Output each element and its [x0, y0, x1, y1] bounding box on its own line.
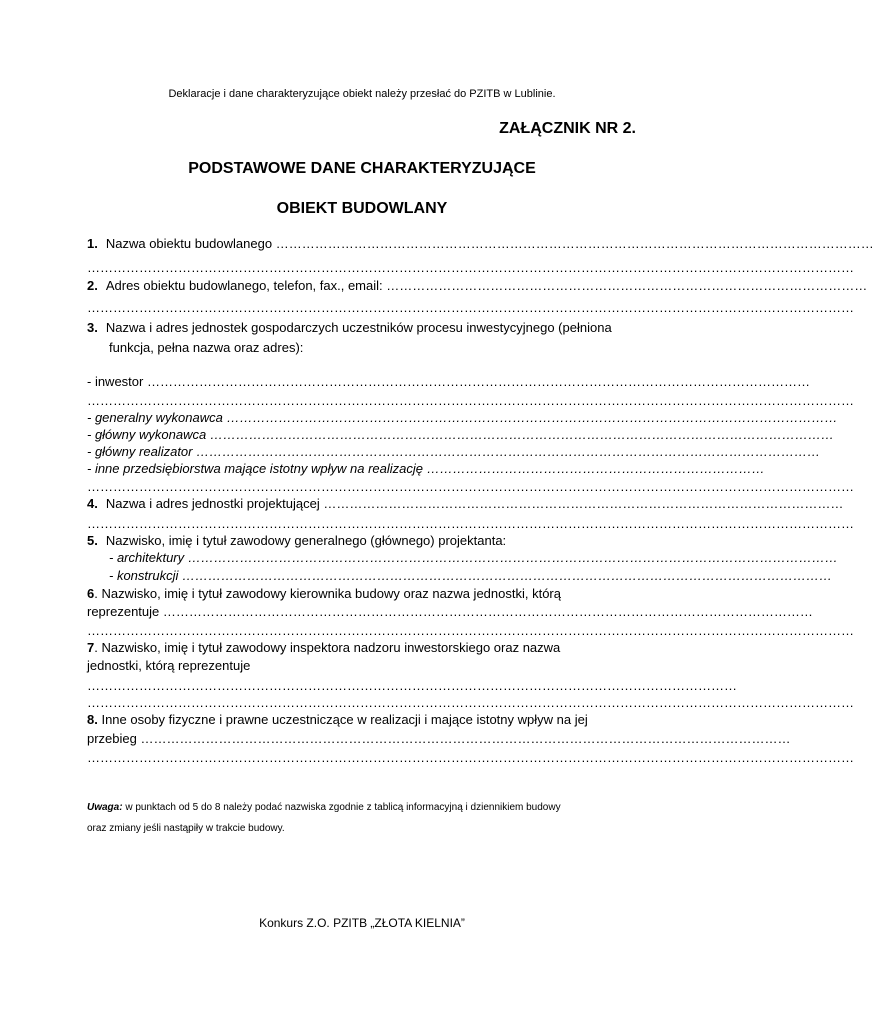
- investor-label: - inwestor: [87, 374, 144, 389]
- note-text2: oraz zmiany jeśli nastąpiły w trakcie budowy.: [87, 823, 285, 834]
- item-6-label: . Nazwisko, imię i tytuł zawodowy kierownika budowy oraz nazwa jednostki, którą: [94, 586, 561, 601]
- item-8-label2: przebieg: [87, 731, 137, 746]
- note-label: Uwaga:: [87, 802, 123, 813]
- item-6-line: [87, 586, 638, 602]
- fill-dots: ………………………………………………………………………………………………………………………………: [209, 427, 834, 442]
- construction-label: - konstrukcji: [109, 568, 179, 583]
- main-contractor-line[interactable]: [87, 427, 834, 443]
- fill-dots: ……………………………………………………………………………………………………………………………………………………………: [87, 260, 854, 275]
- other-companies-line[interactable]: [87, 461, 765, 477]
- fill-dots: ……………………………………………………………………………………………………………………………………: [187, 550, 838, 565]
- construction-line[interactable]: [109, 568, 832, 584]
- fill-dots: ………………………………………………………………………………………………………………………………………: [146, 374, 810, 389]
- fill-dots: …………………………………………………………………………………………………………………………: [275, 236, 874, 251]
- fill-dots: ……………………………………………………………………………………………………………………………………………………………: [87, 516, 854, 531]
- item-5-line: [87, 533, 638, 549]
- item-1-label: Nazwa obiektu budowlanego: [105, 236, 273, 251]
- annex-title: ZAŁĄCZNIK NR 2.: [499, 120, 636, 137]
- blank-line[interactable]: [87, 516, 854, 532]
- item-7-label: . Nazwisko, imię i tytuł zawodowy inspektora nadzoru inwestorskiego oraz nazwa: [94, 640, 561, 655]
- note-line1: [87, 802, 561, 814]
- item-3-line: [87, 320, 638, 336]
- general-contractor-line[interactable]: [87, 410, 838, 426]
- fill-dots: ……………………………………………………………………………………………………………………………………………………………: [87, 300, 854, 315]
- item-1-number: 1.: [87, 236, 98, 251]
- fill-dots: ……………………………………………………………………………………………………………………………………: [181, 568, 832, 583]
- main-contractor-label: - główny wykonawca: [87, 427, 207, 442]
- item-7-line2: jednostki, którą reprezentuje: [87, 658, 251, 673]
- fill-dots: ……………………………………………………………………………………………………………………………………: [162, 604, 813, 619]
- item-5-label: Nazwisko, imię i tytuł zawodowy generalnego (głównego) projektanta:: [105, 533, 507, 548]
- item-8-line2[interactable]: [87, 731, 791, 747]
- item-6-label2: reprezentuje: [87, 604, 160, 619]
- blank-line[interactable]: [87, 260, 854, 276]
- fill-dots: …………………………………………………………………………………………………: [386, 278, 868, 293]
- note-text1: w punktach od 5 do 8 należy podać nazwiska zgodnie z tablicą informacyjną i dziennikiem budowy: [122, 802, 561, 813]
- blank-line[interactable]: [87, 393, 854, 409]
- fill-dots: ……………………………………………………………………………………………………………………………………………………………: [87, 750, 854, 765]
- other-companies-label: - inne przedsiębiorstwa mające istotny wpływ na realizację: [87, 461, 423, 476]
- blank-line[interactable]: [87, 695, 854, 711]
- document-title-line1: PODSTAWOWE DANE CHARAKTERYZUJĄCE: [188, 160, 536, 177]
- item-7-number: 7: [87, 640, 95, 655]
- fill-dots: ………………………………………………………………………………………………………………………………: [196, 444, 821, 459]
- item-8-label: Inne osoby fizyczne i prawne uczestniczące w realizacji i mające istotny wpływ na jej: [97, 712, 588, 727]
- general-contractor-label: - generalny wykonawca: [87, 410, 223, 425]
- fill-dots: …………………………………………………………………………………………………………: [323, 496, 844, 511]
- blank-line[interactable]: [87, 479, 854, 495]
- item-7-line: [87, 640, 638, 656]
- footer: Konkurs Z.O. PZITB „ZŁOTA KIELNIA”: [259, 916, 465, 930]
- header-note: Deklaracje i dane charakteryzujące obiekt należy przesłać do PZITB w Lublinie.: [168, 88, 556, 100]
- main-executor-line[interactable]: [87, 444, 821, 460]
- main-executor-label: - główny realizator: [87, 444, 193, 459]
- fill-dots: ……………………………………………………………………………………………………………………………………………………………: [87, 479, 854, 494]
- blank-line[interactable]: [87, 750, 854, 766]
- blank-line[interactable]: [87, 678, 737, 694]
- item-8-number: 8.: [87, 712, 98, 727]
- blank-line[interactable]: [87, 300, 854, 316]
- document-title-line2: OBIEKT BUDOWLANY: [276, 200, 448, 217]
- item-6-number: 6: [87, 586, 95, 601]
- fill-dots: ……………………………………………………………………………………………………………………………………: [140, 731, 791, 746]
- item-2-line[interactable]: [87, 278, 868, 294]
- architecture-label: - architektury: [109, 550, 185, 565]
- item-2-label: Adres obiektu budowlanego, telefon, fax., email:: [105, 278, 383, 293]
- item-4-number: 4.: [87, 496, 98, 511]
- item-4-label: Nazwa i adres jednostki projektującej: [105, 496, 320, 511]
- investor-line[interactable]: [87, 374, 810, 390]
- item-3-label: Nazwa i adres jednostek gospodarczych uczestników procesu inwestycyjnego (pełniona: [105, 320, 612, 335]
- item-2-number: 2.: [87, 278, 98, 293]
- item-5-number: 5.: [87, 533, 98, 548]
- fill-dots: ……………………………………………………………………: [426, 461, 765, 476]
- fill-dots: ……………………………………………………………………………………………………………………………………: [87, 678, 737, 693]
- item-3-line2: funkcja, pełna nazwa oraz adres):: [109, 340, 304, 355]
- fill-dots: ……………………………………………………………………………………………………………………………: [226, 410, 838, 425]
- item-6-line2[interactable]: [87, 604, 813, 620]
- item-3-number: 3.: [87, 320, 98, 335]
- item-4-line[interactable]: [87, 496, 844, 512]
- item-1-line[interactable]: [87, 236, 874, 252]
- fill-dots: ……………………………………………………………………………………………………………………………………………………………: [87, 393, 854, 408]
- architecture-line[interactable]: [109, 550, 838, 566]
- fill-dots: ……………………………………………………………………………………………………………………………………………………………: [87, 623, 854, 638]
- blank-line[interactable]: [87, 623, 854, 639]
- fill-dots: ……………………………………………………………………………………………………………………………………………………………: [87, 695, 854, 710]
- item-8-line: [87, 712, 638, 728]
